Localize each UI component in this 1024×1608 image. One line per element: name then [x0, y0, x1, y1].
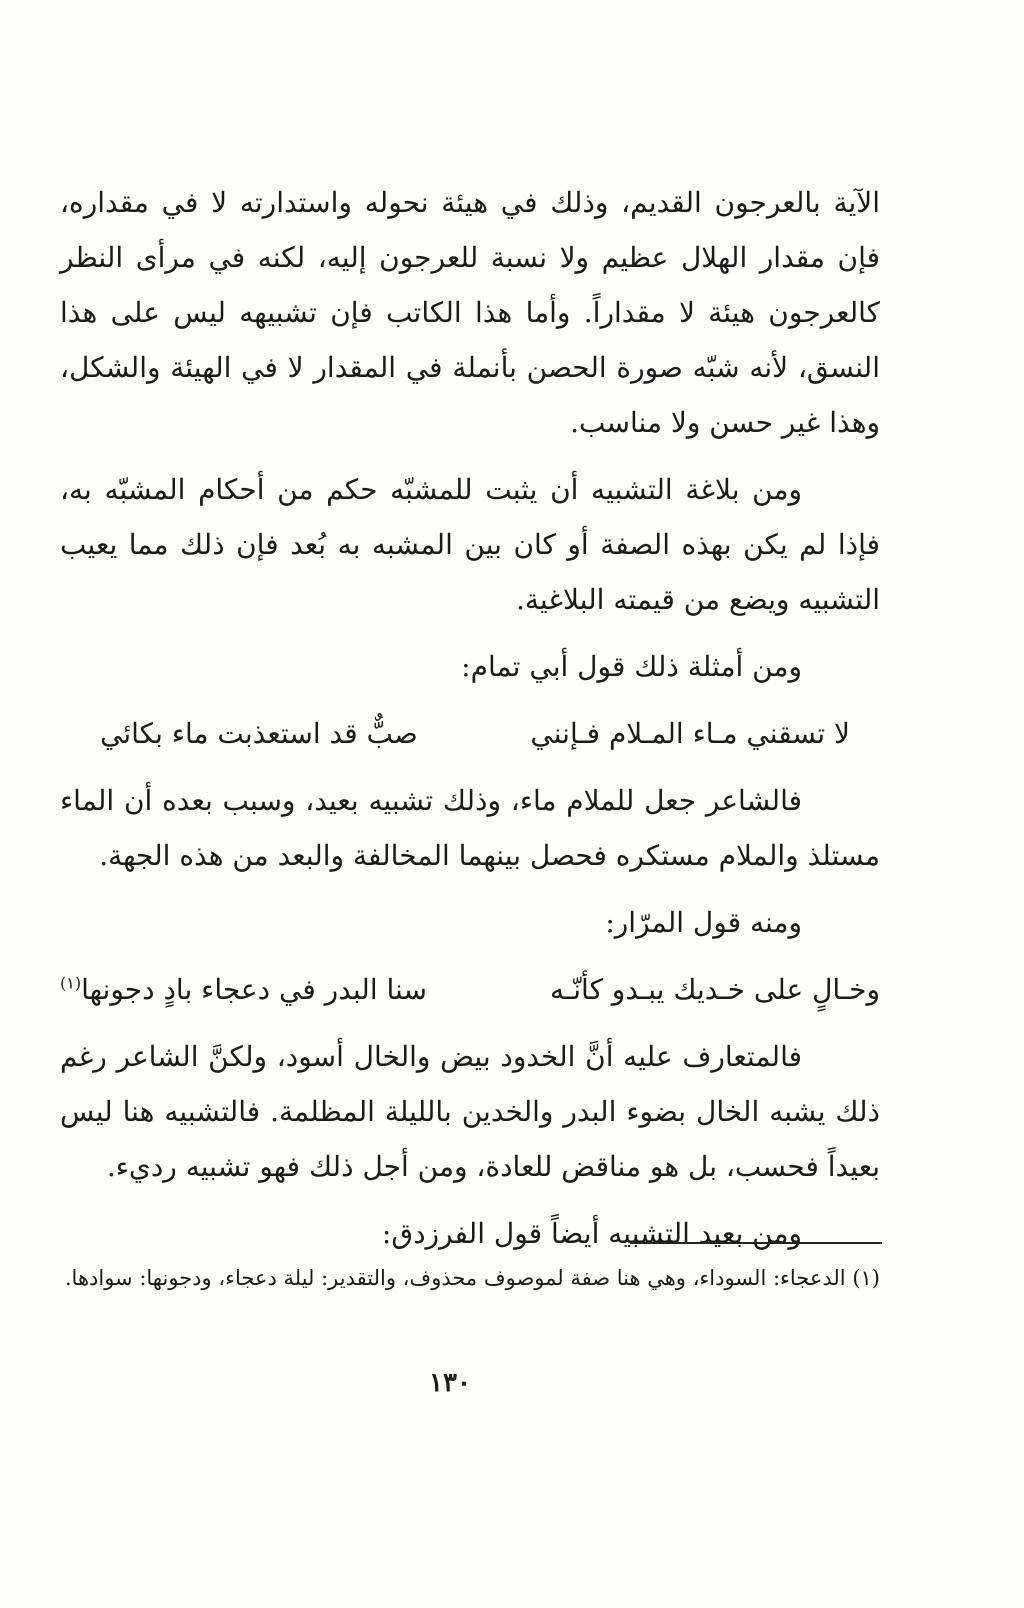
verse-second-text: سنا البدر في دعجاء بادٍ دجونها	[81, 973, 427, 1006]
paragraph-marrar-intro: ومنه قول المرّار:	[605, 906, 802, 939]
verse-marrar	[60, 962, 880, 1017]
footnote	[60, 1256, 880, 1300]
verse-abu-tammam	[60, 706, 880, 761]
footnote-marker: (١)	[60, 973, 82, 993]
paragraph-poet-commentary: فالشاعر جعل للملام ماء، وذلك تشبيه بعيد، وسبب بعده أن الماء مستلذ والملام مستكره فحصل بينهما المخالفة والبعد من هذه الجهة.	[60, 784, 880, 872]
verse-first-hemistich: وخـالٍ على خـديك يبـدو كأنّـه	[550, 973, 880, 1006]
paragraph-hilal-comparison: الآية بالعرجون القديم، وذلك في هيئة نحوله واستدارته لا في مقداره، فإن مقدار الهلال عظيم ولا نسبة للعرجون إليه، لكنه في مرأى النظر كالعرجون هيئة لا مقداراً. وأما هذا الكاتب فإن تشبيهه ليس على هذا النسق، لأنه شبّه صورة الحصن بأنملة في المقدار لا في الهيئة والشكل، وهذا غير حسن ولا مناسب.	[60, 186, 880, 439]
main-text	[60, 175, 880, 1273]
verse-first-hemistich: لا تسقني مـاء المـلام فـإنني	[530, 717, 850, 750]
footnote-text: (١) الدعجاء: السوداء، وهي هنا صفة لموصوف محذوف، والتقدير: ليلة دعجاء، ودجونها: سوادها.	[64, 1266, 880, 1290]
paragraph-farazdaq-intro: ومن بعيد التشبيه أيضاً قول الفرزدق:	[381, 1217, 802, 1250]
page-number: ١٣٠	[429, 1368, 471, 1398]
verse-second-hemistich	[60, 962, 427, 1017]
paragraph-khal-commentary: فالمتعارف عليه أنَّ الخدود بيض والخال أسود، ولكنَّ الشاعر رغم ذلك يشبه الخال بضوء البدر والخدين بالليلة المظلمة. فالتشبيه هنا ليس بعيداً فحسب، بل هو مناقض للعادة، ومن أجل ذلك فهو تشبيه رديء.	[60, 1040, 880, 1183]
verse-second-hemistich: صبٌّ قد استعذبت ماء بكائي	[100, 717, 418, 750]
paragraph-abu-tammam-intro: ومن أمثلة ذلك قول أبي تمام:	[461, 650, 802, 683]
footnote-divider	[630, 1242, 882, 1244]
paragraph-tashbih-rhetoric: ومن بلاغة التشبيه أن يثبت للمشبّه حكم من أحكام المشبّه به، فإذا لم يكن بهذه الصفة أو كان بين المشبه به بُعد فإن ذلك مما يعيب التشبيه ويضع من قيمته البلاغية.	[60, 473, 880, 616]
